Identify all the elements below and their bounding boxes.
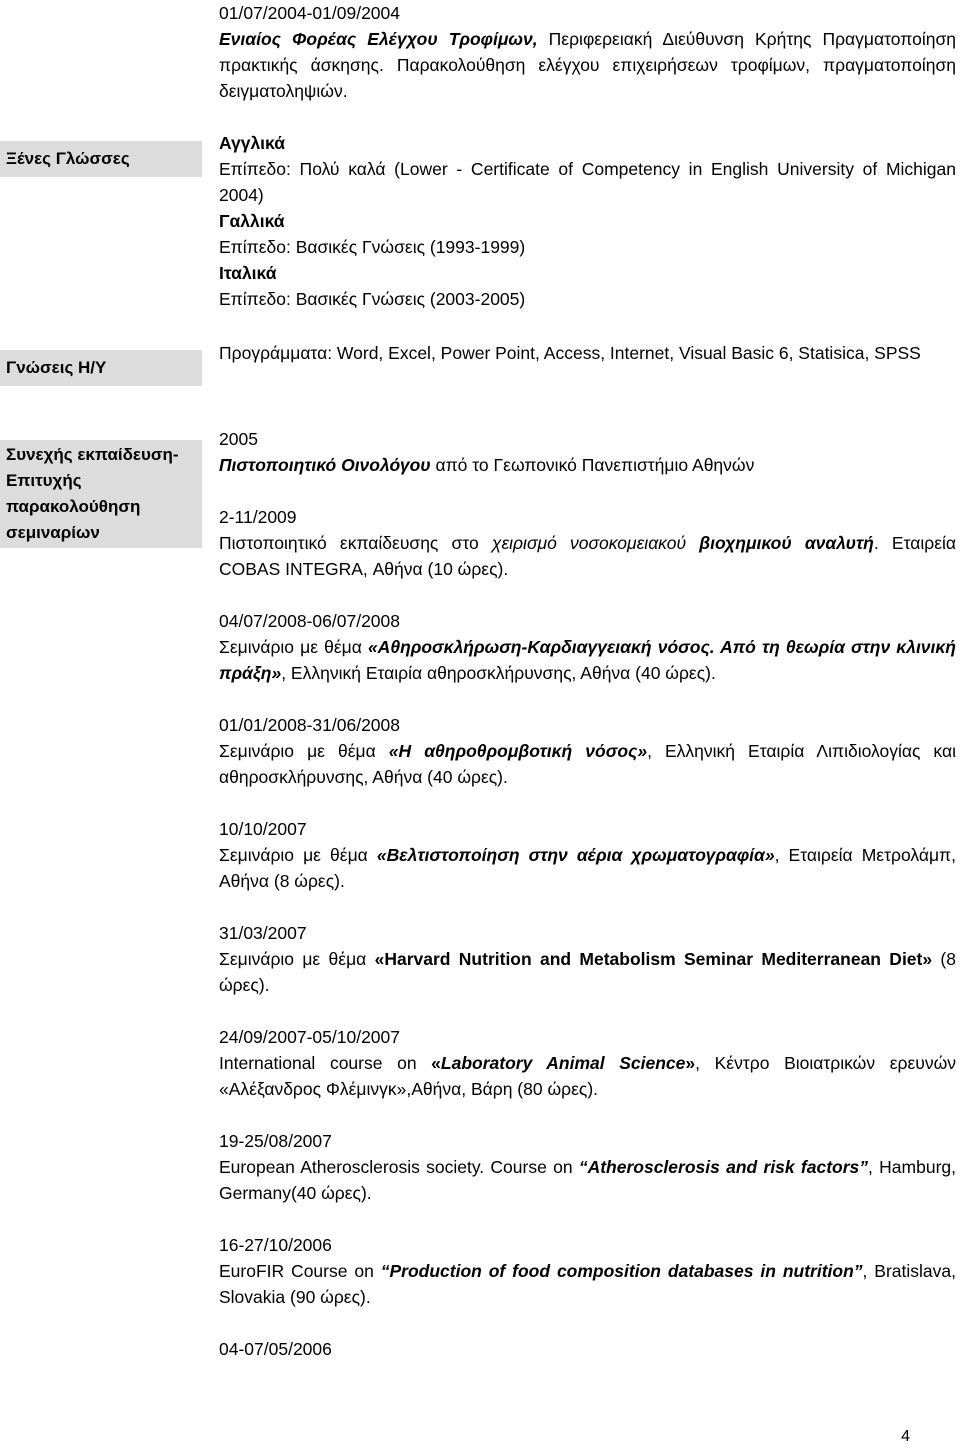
certificate-title: Πιστοποιητικό Οινολόγου: [219, 455, 431, 475]
org-name: Ενιαίος Φορέας Ελέγχου Τροφίμων,: [219, 29, 538, 49]
training-label: Συνεχής εκπαίδευση- Επιτυχής παρακολούθηση σεμιναρίων: [0, 440, 202, 548]
entry-date: 19-25/08/2007: [219, 1131, 332, 1151]
entry-date: 04/07/2008-06/07/2008: [219, 611, 400, 631]
entry-date: 01/07/2004-01/09/2004: [219, 3, 400, 23]
entry-text: Σεμινάριο με θέμα «Harvard Nutrition and Metabolism Seminar Mediterranean Diet» (8 ώρες).: [219, 949, 956, 995]
org-region: Περιφερειακή Διεύθυνση Κρήτης: [537, 29, 812, 49]
language-level: Επίπεδο: Βασικές Γνώσεις (1993-1999): [219, 237, 526, 257]
entry-text: International course on «Laboratory Animal Science», Κέντρο Βιοιατρικών ερευνών «Αλέξανδρος Φλέμινγκ»,Αθήνα, Βάρη (80 ώρες).: [219, 1053, 956, 1099]
entry-text: Σεμινάριο με θέμα «Βελτιστοποίηση στην αέρια χρωματογραφία», Εταιρεία Μετρολάμπ, Αθήνα (8 ώρες).: [219, 845, 956, 891]
entry-description: Πραγματοποίηση πρακτικής άσκησης. Παρακολούθηση ελέγχου επιχειρήσεων τροφίμων, πραγματοποίηση δειγματοληψιών.: [219, 29, 956, 101]
page-number: 4: [901, 1428, 910, 1445]
entry-date: 01/01/2008-31/06/2008: [219, 715, 400, 735]
entry-date: 2005: [219, 429, 258, 449]
language-name: Αγγλικά: [219, 133, 285, 153]
language-level: Επίπεδο: Πολύ καλά (Lower - Certificate of Competency in English University of Michigan 2004): [219, 159, 956, 205]
training-section: [219, 426, 956, 1362]
top-entry: [219, 0, 956, 104]
entry-text: European Atherosclerosis society. Course on “Atherosclerosis and risk factors”, Hamburg, Germany(40 ώρες).: [219, 1157, 957, 1203]
languages-section: [219, 130, 956, 312]
entry-text: EuroFIR Course on “Production of food composition databases in nutrition”, Bratislava, Slovakia (90 ώρες).: [219, 1261, 956, 1307]
languages-label: Ξένες Γλώσσες: [0, 141, 202, 177]
certificate-issuer: από το Γεωπονικό Πανεπιστήμιο Αθηνών: [430, 455, 755, 475]
entry-date: 24/09/2007-05/10/2007: [219, 1027, 400, 1047]
computer-label: Γνώσεις Η/Υ: [0, 350, 202, 386]
language-name: Γαλλικά: [219, 211, 285, 231]
entry-text: Σεμινάριο με θέμα «Αθηροσκλήρωση-Καρδιαγγειακή νόσος. Από τη θεωρία στην κλινική πράξη», Ελληνική Εταιρία αθηροσκλήρυνσης, Αθήνα (40 ώρες).: [219, 637, 956, 683]
entry-date: 10/10/2007: [219, 819, 307, 839]
language-name: Ιταλικά: [219, 263, 277, 283]
entry-date: 16-27/10/2006: [219, 1235, 332, 1255]
language-level: Επίπεδο: Βασικές Γνώσεις (2003-2005): [219, 289, 526, 309]
entry-text: Πιστοποιητικό εκπαίδευσης στο χειρισμό νοσοκομειακού βιοχημικού αναλυτή. Εταιρεία COBAS INTEGRA, Αθήνα (10 ώρες).: [219, 533, 956, 579]
entry-text: [219, 26, 956, 104]
entry-text: [219, 452, 956, 478]
computer-skills: Προγράμματα: Word, Excel, Power Point, Access, Internet, Visual Basic 6, Statisica, SPSS: [219, 343, 921, 363]
entry-date: 04-07/05/2006: [219, 1339, 332, 1359]
entry-text: Σεμινάριο με θέμα «Η αθηροθρομβοτική νόσος», Ελληνική Εταιρία Λιπιδιολογίας και αθηροσκλήρυνσης, Αθήνα (40 ώρες).: [219, 741, 956, 787]
entry-date: 31/03/2007: [219, 923, 307, 943]
entry-date: 2-11/2009: [219, 507, 297, 527]
